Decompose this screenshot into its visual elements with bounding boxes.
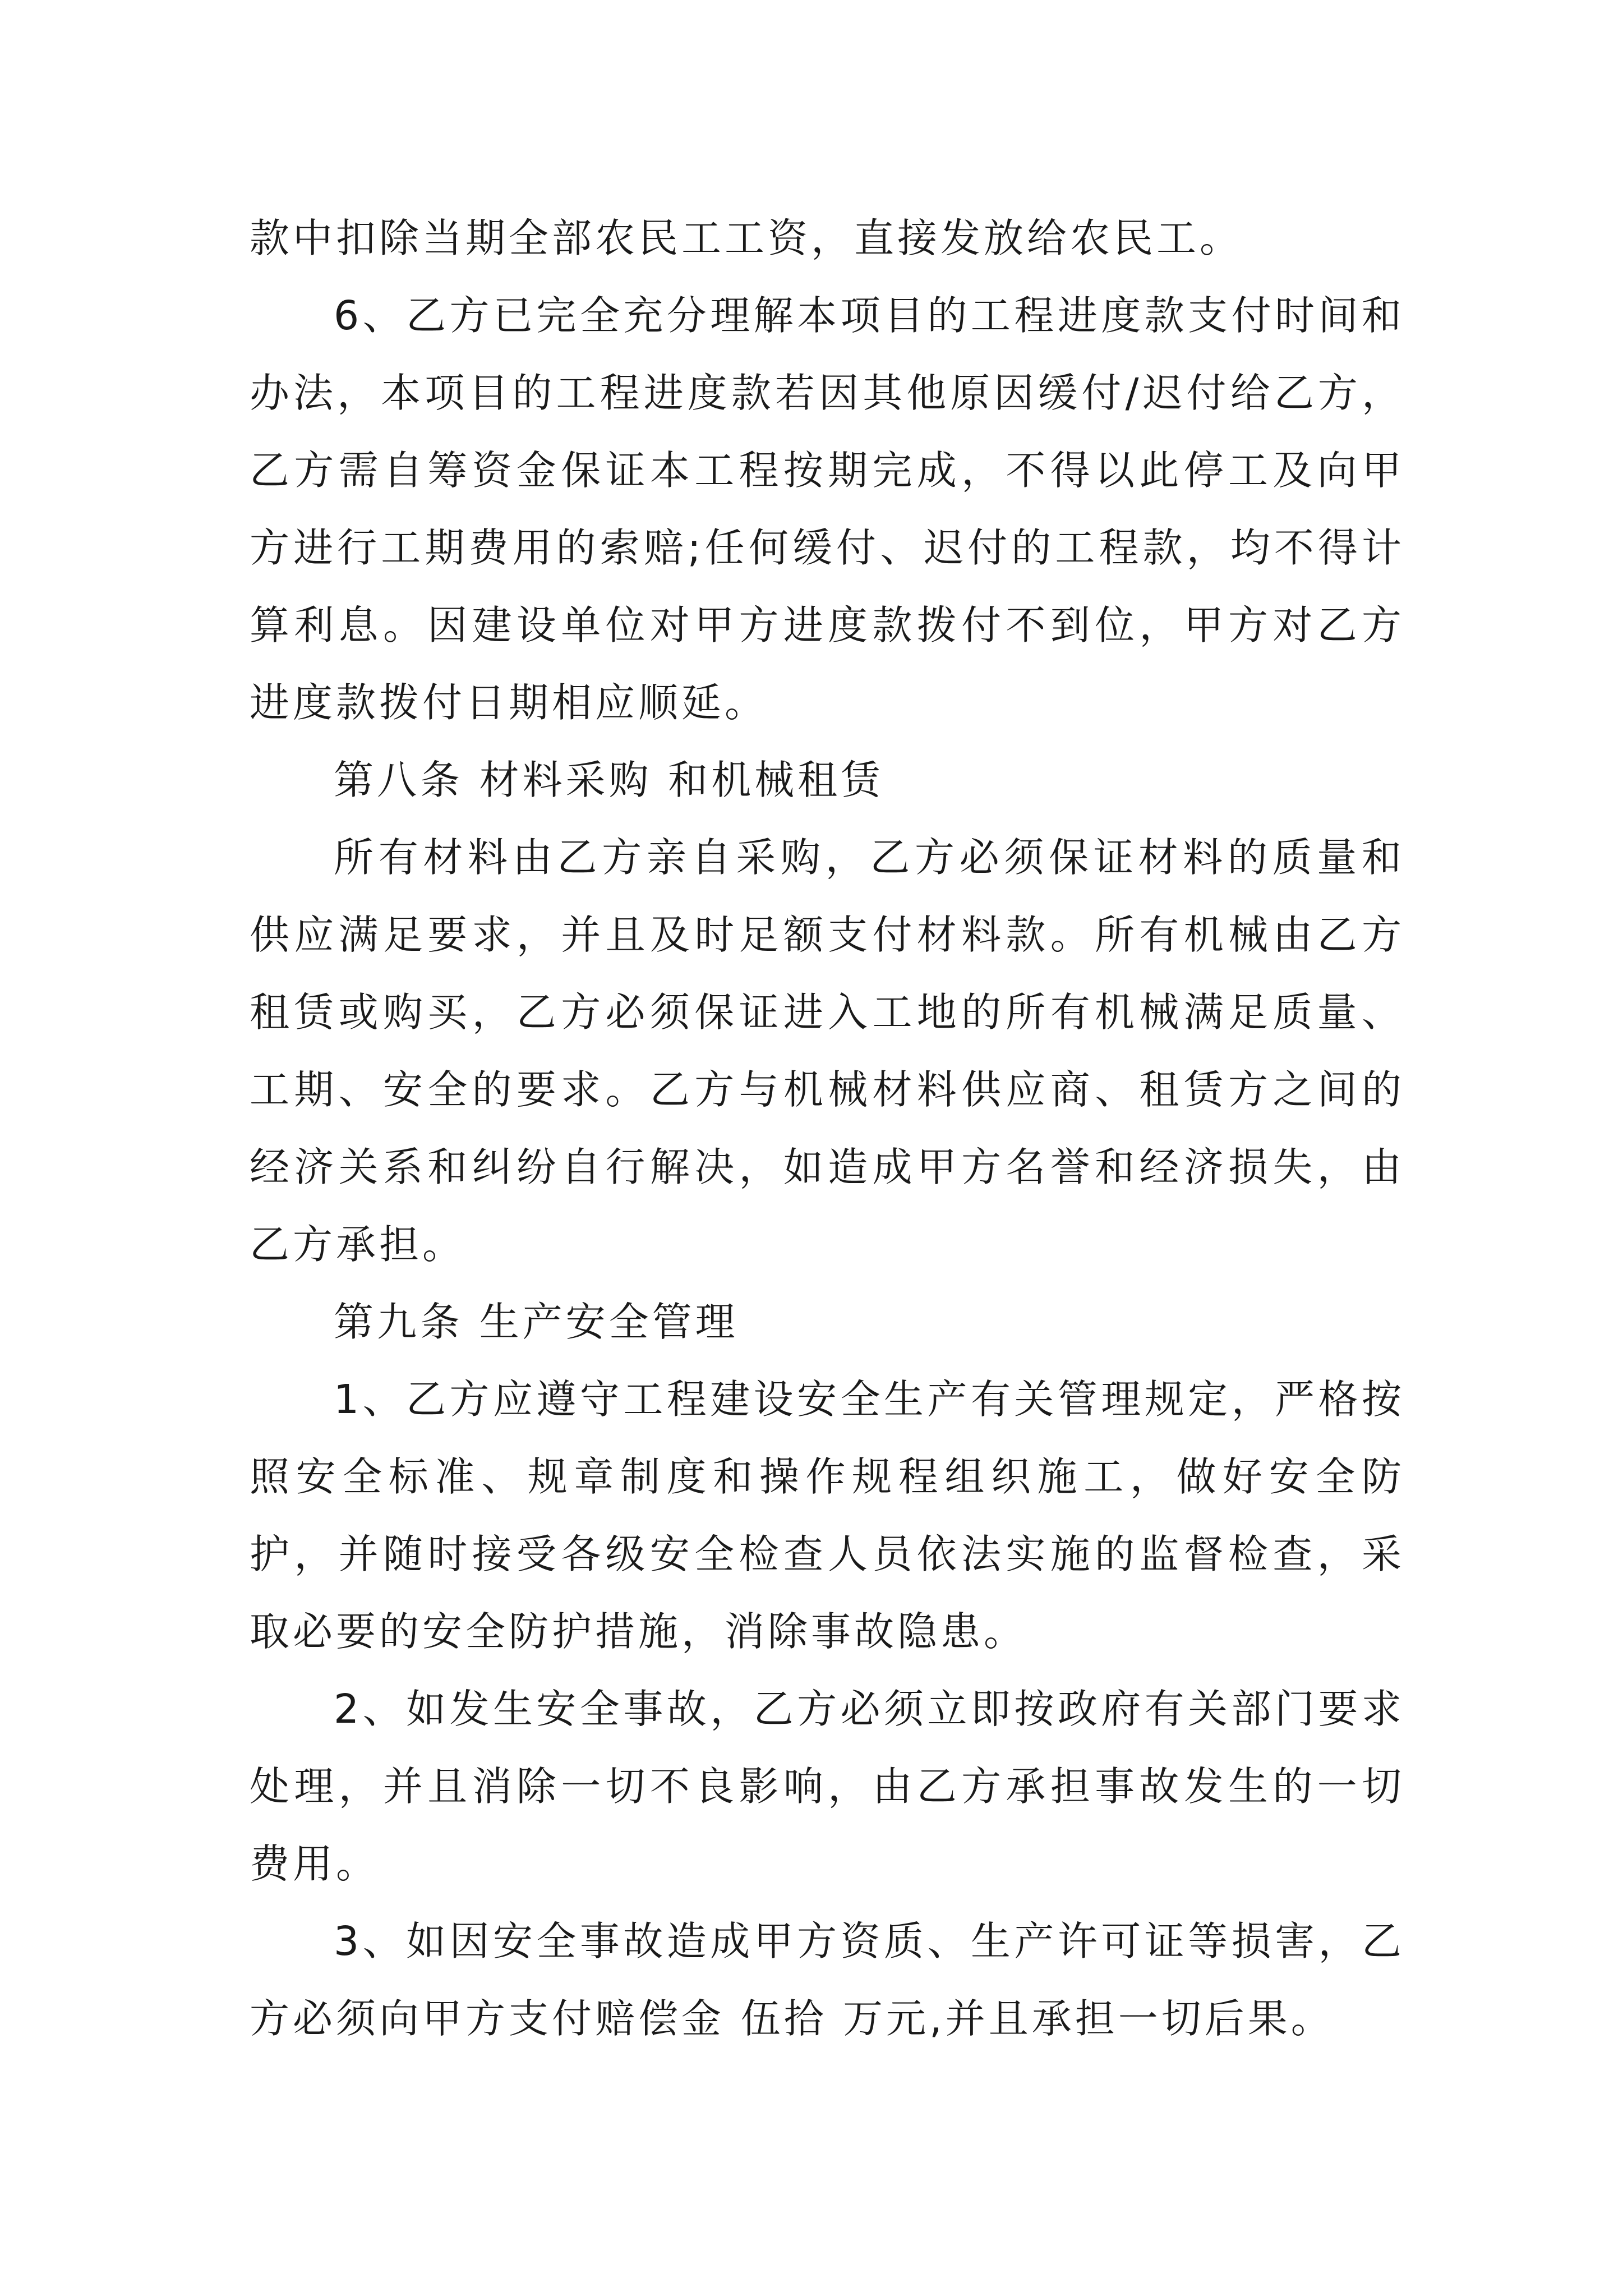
paragraph-safety-1: 1、乙方应遵守工程建设安全生产有关管理规定，严格按照安全标准、规章制度和操作规程组织施工，做好安全防护，并随时接受各级安全检查人员依法实施的监督检查，采取必要的安全防护措施，消除事故隐患。 <box>250 1376 1405 1655</box>
paragraph-safety-3: 3、如因安全事故造成甲方资质、生产许可证等损害，乙方必须向甲方支付赔偿金 伍拾 万元,并且承担一切后果。 <box>250 1918 1405 2042</box>
paragraph-wage-deduction: 款中扣除当期全部农民工工资，直接发放给农民工。 <box>250 215 1243 261</box>
paragraph-clause-6: 6、乙方已完全充分理解本项目的工程进度款支付时间和办法，本项目的工程进度款若因其他原因缓付/迟付给乙方，乙方需自筹资金保证本工程按期完成，不得以此停工及向甲方进行工期费用的索赔;任何缓付、迟付的工程款，均不得计算利息。因建设单位对甲方进度款拨付不到位，甲方对乙方进度款拨付日期相应顺延。 <box>250 292 1405 726</box>
paragraph-materials: 所有材料由乙方亲自采购，乙方必须保证材料的质量和供应满足要求，并且及时足额支付材料款。所有机械由乙方租赁或购买，乙方必须保证进入工地的所有机械满足质量、工期、安全的要求。乙方与机械材料供应商、租赁方之间的经济关系和纠纷自行解决，如造成甲方名誉和经济损失，由乙方承担。 <box>250 834 1405 1268</box>
contract-body <box>250 200 1405 2058</box>
paragraph-safety-2: 2、如发生安全事故，乙方必须立即按政府有关部门要求处理，并且消除一切不良影响，由乙方承担事故发生的一切费用。 <box>250 1686 1405 1887</box>
article-9-heading: 第九条 生产安全管理 <box>334 1299 739 1345</box>
article-8-heading: 第八条 材料采购 和机械租赁 <box>334 757 884 803</box>
